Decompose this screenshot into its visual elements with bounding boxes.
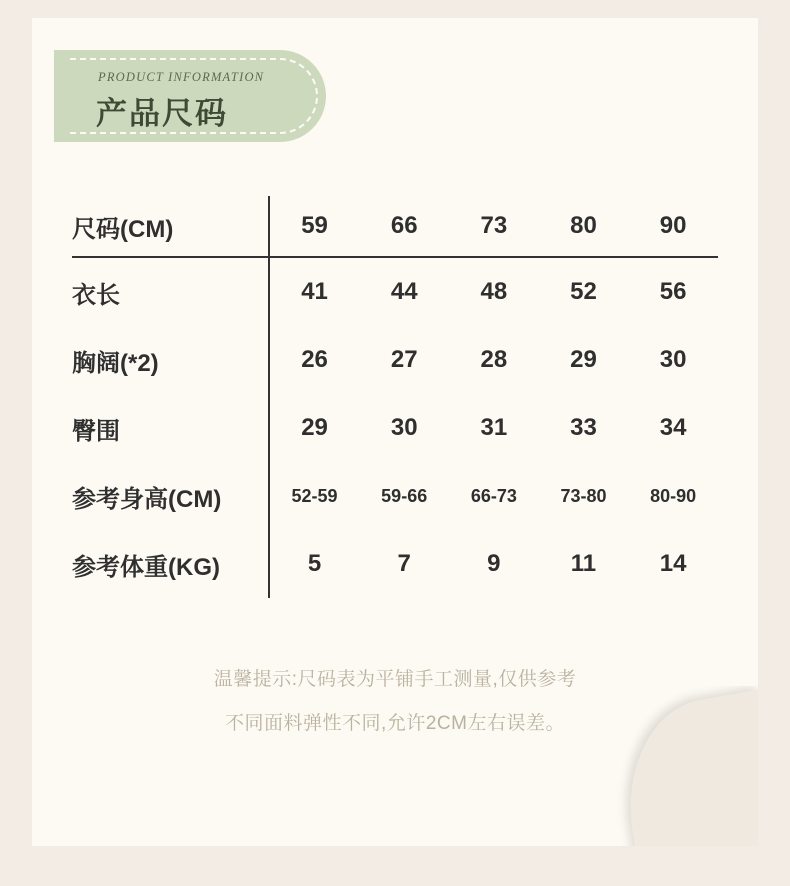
cell-value: 30: [390, 414, 418, 441]
cell-value: 14: [659, 550, 687, 577]
cell-value: 29: [301, 414, 328, 441]
table-row: [72, 196, 718, 257]
table-row: [72, 462, 718, 530]
cell-value: 80: [539, 196, 629, 257]
cell-value: 73-80: [560, 485, 607, 506]
cell-value: 27: [390, 346, 418, 373]
cell-value: 66-73: [470, 485, 517, 506]
size-table-wrapper: [72, 196, 718, 598]
cell-value: 52-59: [291, 485, 338, 506]
row-label: 胸阔(*2): [72, 326, 269, 394]
cell-value: 30: [659, 346, 687, 373]
size-table: [72, 196, 718, 598]
cell-value: 48: [480, 278, 508, 305]
table-row: [72, 530, 718, 598]
cell-value: 31: [480, 414, 508, 441]
note-line: 温馨提示:尺码表为平铺手工测量,仅供参考: [213, 669, 577, 690]
row-label: 臀围: [72, 394, 269, 462]
cell-value: 73: [449, 196, 539, 257]
table-row: [72, 394, 718, 462]
page-curl-decoration: [618, 686, 758, 846]
badge-eyebrow-text: PRODUCT INFORMATION: [98, 70, 265, 84]
cell-value: 66: [359, 196, 449, 257]
table-row: [72, 257, 718, 326]
row-label: 尺码(CM): [72, 196, 269, 257]
row-label: 参考身高(CM): [72, 462, 269, 530]
cell-value: 56: [659, 278, 687, 305]
table-row: [72, 326, 718, 394]
product-info-card: [32, 18, 758, 846]
cell-value: 5: [307, 550, 322, 577]
row-label: 衣长: [72, 257, 269, 326]
cell-value: 11: [570, 550, 597, 577]
note-line: 不同面料弹性不同,允许2CM左右误差。: [225, 713, 565, 734]
cell-value: 41: [301, 278, 328, 305]
row-label: 参考体重(KG): [72, 530, 269, 598]
cell-value: 59: [269, 196, 360, 257]
cell-value: 29: [570, 346, 597, 373]
cell-value: 59-66: [381, 485, 428, 506]
cell-value: 52: [570, 278, 597, 305]
cell-value: 44: [390, 278, 418, 305]
cell-value: 34: [659, 414, 687, 441]
cell-value: 7: [397, 550, 411, 577]
cell-value: 80-90: [650, 485, 697, 506]
cell-value: 28: [480, 346, 508, 373]
cell-value: 90: [628, 196, 718, 257]
section-header-badge: [54, 50, 326, 142]
cell-value: 33: [570, 414, 597, 441]
cell-value: 9: [487, 550, 501, 577]
cell-value: 26: [301, 346, 328, 373]
page-title: 产品尺码: [96, 96, 228, 131]
